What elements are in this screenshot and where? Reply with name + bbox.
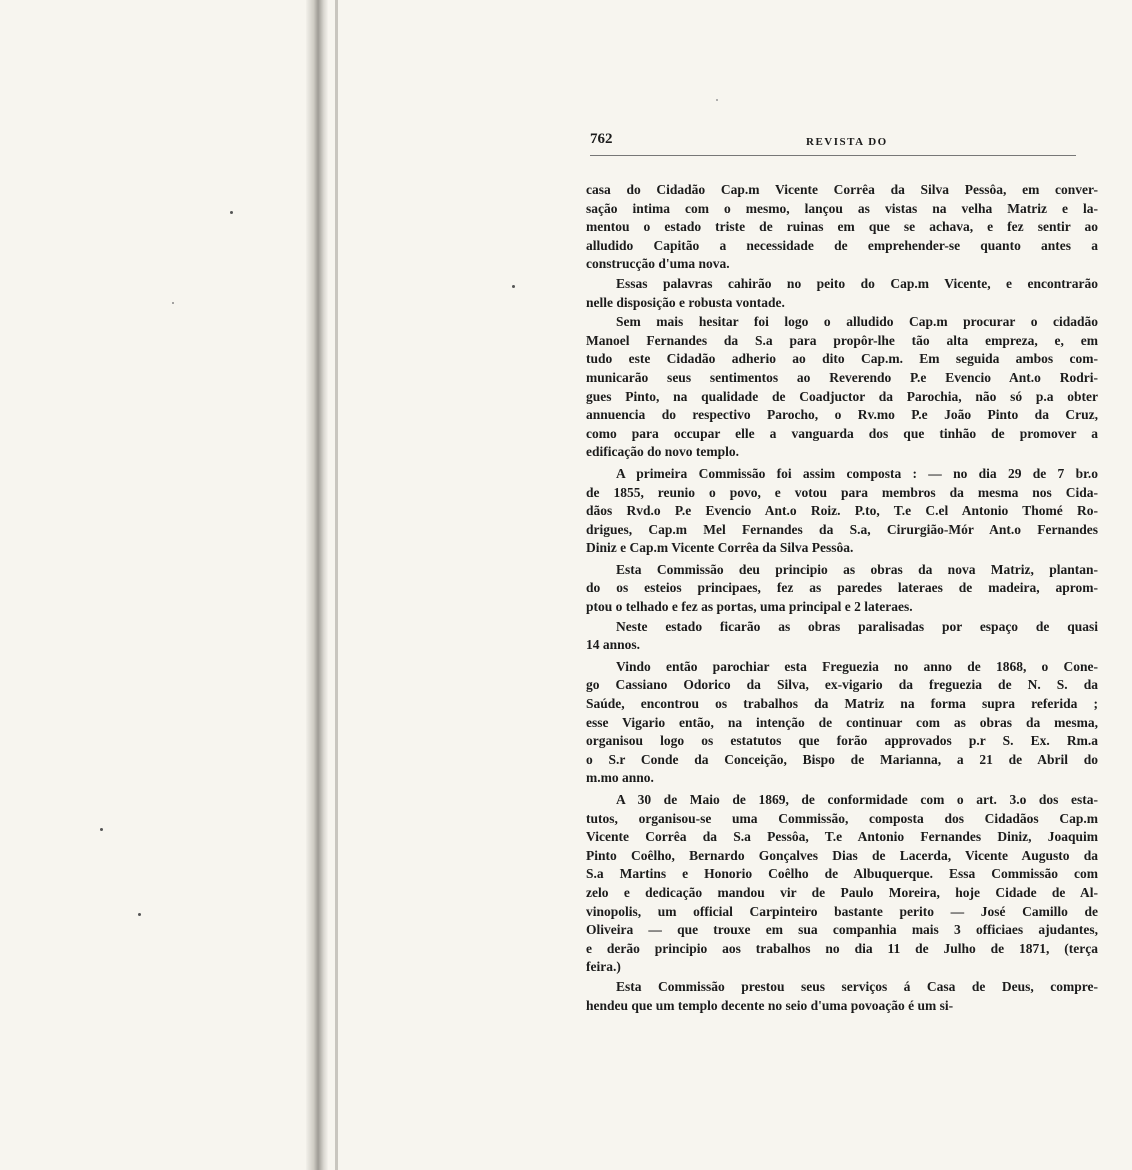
paper-speck [512, 285, 515, 288]
text-line: Manoel Fernandes da S.a para propôr-lhe tão alta empreza, e, em [586, 332, 1098, 348]
text-line: esse Vigario então, na intenção de continuar com as obras da mesma, [586, 714, 1098, 730]
text-line: drigues, Cap.m Mel Fernandes da S.a, Cirurgião-Mór Ant.o Fernandes [586, 521, 1098, 537]
running-title: REVISTA DO [806, 136, 888, 148]
text-line: Oliveira — que trouxe em sua companhia mais 3 officiaes ajudantes, [586, 922, 1098, 938]
paragraph [586, 978, 1098, 1015]
text-line: Esta Commissão deu principio as obras da nova Matriz, plantan- [616, 561, 1098, 577]
text-line: zelo e dedicação mandou vir de Paulo Moreira, hoje Cidade de Al- [586, 884, 1098, 900]
text-line: Essas palavras cahirão no peito do Cap.m Vicente, e encontrarão [616, 275, 1098, 291]
text-line: dãos Rvd.o P.e Evencio Ant.o Roiz. P.to, T.e C.el Antonio Thomé Ro- [586, 503, 1098, 519]
text-line: tudo este Cidadão adherio ao dito Cap.m. Em seguida ambos com- [586, 351, 1098, 367]
text-line: sação intima com o mesmo, lançou as vistas na velha Matriz e la- [586, 200, 1098, 216]
page-header [590, 131, 1076, 156]
paper-speck [100, 828, 103, 831]
text-line: de 1855, reunio o povo, e votou para membros da mesma nos Cida- [586, 484, 1098, 500]
text-line: mentou o estado triste de ruinas em que se achava, e fez sentir ao [586, 219, 1098, 235]
text-line: S.a Martins e Honorio Coêlho de Albuquerque. Essa Commissão com [586, 866, 1098, 882]
text-line: e derão principio aos trabalhos no dia 11 de Julho de 1871, (terça [586, 940, 1098, 956]
text-line: 14 annos. [586, 637, 641, 653]
paragraph [586, 275, 1098, 312]
paper-speck [230, 211, 233, 214]
body-text [586, 181, 1098, 1016]
paragraph [586, 561, 1098, 617]
text-line: Esta Commissão prestou seus serviços á Casa de Deus, compre- [616, 978, 1098, 994]
text-line: annuencia do respectivo Parocho, o Rv.mo P.e João Pinto da Cruz, [586, 407, 1098, 423]
text-line: Pinto Coêlho, Bernardo Gonçalves Dias de Lacerda, Vicente Augusto da [586, 847, 1098, 863]
text-line: como para occupar elle a vanguarda dos que tinhão de promover a [586, 425, 1098, 441]
text-line: nelle disposição e robusta vontade. [586, 294, 785, 310]
text-line: edificação do novo templo. [586, 444, 739, 460]
text-line: go Cassiano Odorico da Silva, ex-vigario da freguezia de N. S. da [586, 677, 1098, 693]
text-line: A primeira Commissão foi assim composta : — no dia 29 de 7 br.o [616, 465, 1098, 481]
paragraph [586, 658, 1098, 788]
text-line: organisou logo os estatutos que forão approvados p.r S. Ex. Rm.a [586, 733, 1098, 749]
page-number: 762 [590, 131, 613, 147]
text-line: municarão seus sentimentos ao Reverendo P.e Evencio Ant.o Rodri- [586, 369, 1098, 385]
text-line: Neste estado ficarão as obras paralisadas por espaço de quasi [616, 618, 1098, 634]
paragraph [586, 618, 1098, 655]
text-line: Saúde, encontrou os trabalhos da Matriz na forma supra referida ; [586, 696, 1098, 712]
text-line: vinopolis, um official Carpinteiro bastante perito — José Camillo de [586, 903, 1098, 919]
paragraph [586, 181, 1098, 274]
book-spine-shadow [306, 0, 328, 1170]
text-line: hendeu que um templo decente no seio d'uma povoação é um si- [586, 997, 954, 1013]
text-line: Diniz e Cap.m Vicente Corrêa da Silva Pessôa. [586, 540, 854, 556]
text-line: Vindo então parochiar esta Freguezia no anno de 1868, o Cone- [616, 658, 1098, 674]
paragraph [586, 791, 1098, 977]
paragraph [586, 313, 1098, 462]
text-line: Sem mais hesitar foi logo o alludido Cap.m procurar o cidadão [616, 314, 1098, 330]
text-line: construcção d'uma nova. [586, 256, 730, 272]
text-line: o S.r Conde da Conceição, Bispo de Marianna, a 21 de Abril do [586, 751, 1098, 767]
paragraph [586, 465, 1098, 558]
book-spine-edge [335, 0, 338, 1170]
text-line: alludido Capitão a necessidade de emprehender-se quanto antes a [586, 237, 1098, 253]
text-line: casa do Cidadão Cap.m Vicente Corrêa da Silva Pessôa, em conver- [586, 182, 1098, 197]
text-line: gues Pinto, na qualidade de Coadjuctor da Parochia, não só p.a obter [586, 388, 1098, 404]
text-line: m.mo anno. [586, 770, 654, 786]
paper-speck [172, 302, 174, 304]
text-line: tutos, organisou-se uma Commissão, composta dos Cidadãos Cap.m [586, 810, 1098, 826]
text-line: ptou o telhado e fez as portas, uma principal e 2 lateraes. [586, 599, 913, 615]
text-line: A 30 de Maio de 1869, de conformidade com o art. 3.o dos esta- [616, 792, 1098, 807]
paper-speck [138, 913, 141, 916]
paper-speck [716, 99, 718, 101]
text-line: feira.) [586, 959, 621, 975]
text-line: Vicente Corrêa da S.a Pessôa, T.e Antonio Fernandes Diniz, Joaquim [586, 829, 1098, 845]
text-line: do os esteios principaes, fez as paredes lateraes de madeira, aprom- [586, 580, 1098, 596]
